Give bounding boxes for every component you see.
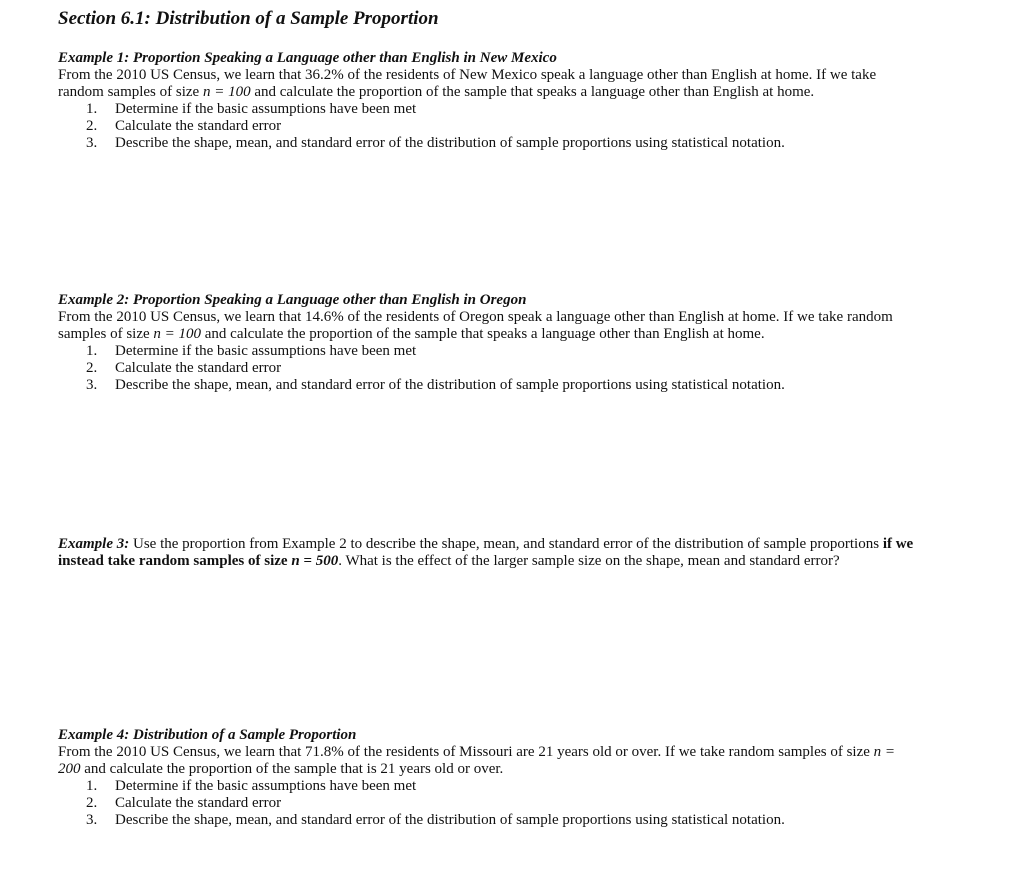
list-item-text: Describe the shape, mean, and standard error of the distribution of sample proportions using statistical notation. [115, 377, 785, 393]
example-1-body-a: From the 2010 US Census, we learn that 36.2% of the residents of New Mexico speak a language other than English at home. If we take random samples of size [58, 67, 877, 100]
list-item [58, 778, 918, 795]
example-2 [58, 292, 918, 394]
example-1-body-b: and calculate the proportion of the sample that speaks a language other than English at home. [250, 84, 815, 100]
list-item [58, 377, 918, 394]
example-2-task-list [58, 343, 918, 394]
list-item [58, 812, 918, 829]
example-3 [58, 536, 918, 570]
example-3-body [58, 536, 918, 570]
list-item-number: 3. [86, 812, 98, 828]
list-item-number: 1. [86, 101, 98, 117]
list-item-text: Calculate the standard error [115, 795, 282, 811]
example-2-body [58, 309, 918, 343]
list-item-number: 1. [86, 343, 98, 359]
list-item-text: Describe the shape, mean, and standard error of the distribution of sample proportions using statistical notation. [115, 812, 785, 828]
example-3-body-a: Use the proportion from Example 2 to describe the shape, mean, and standard error of the distribution of sample proportions [129, 536, 883, 552]
list-item [58, 795, 918, 812]
list-item-number: 2. [86, 118, 98, 134]
list-item-text: Describe the shape, mean, and standard error of the distribution of sample proportions using statistical notation. [115, 135, 785, 151]
example-2-body-a: From the 2010 US Census, we learn that 14.6% of the residents of Oregon speak a language other than English at home. If we take random samples of size [58, 309, 893, 342]
list-item-text: Determine if the basic assumptions have been met [115, 343, 417, 359]
example-3-body-b: . What is the effect of the larger sample size on the shape, mean and standard error? [338, 553, 840, 569]
example-1-title: Example 1: Proportion Speaking a Language other than English in New Mexico [58, 50, 557, 66]
list-item [58, 135, 918, 152]
list-item [58, 101, 918, 118]
example-3-label: Example 3: [58, 536, 130, 552]
list-item-number: 2. [86, 795, 98, 811]
list-item-text: Determine if the basic assumptions have been met [115, 778, 417, 794]
example-4-sample-size: n = 200 [58, 744, 896, 777]
example-1 [58, 50, 918, 152]
list-item-number: 3. [86, 377, 98, 393]
list-item-number: 2. [86, 360, 98, 376]
example-2-body-b: and calculate the proportion of the sample that speaks a language other than English at home. [201, 326, 765, 342]
example-4-body [58, 744, 918, 778]
example-3-bold-phrase: if we instead take random samples of size [58, 536, 914, 569]
example-4-body-a: From the 2010 US Census, we learn that 71.8% of the residents of Missouri are 21 years old or over. If we take random samples of size [58, 744, 874, 760]
list-item-number: 3. [86, 135, 98, 151]
list-item [58, 118, 918, 135]
example-4-body-b: and calculate the proportion of the sample that is 21 years old or over. [80, 761, 504, 777]
list-item-text: Determine if the basic assumptions have been met [115, 101, 417, 117]
example-4 [58, 727, 918, 829]
example-3-sample-size: n = 500 [291, 553, 339, 569]
list-item-text: Calculate the standard error [115, 360, 282, 376]
list-item-text: Calculate the standard error [115, 118, 282, 134]
example-2-title: Example 2: Proportion Speaking a Language other than English in Oregon [58, 292, 527, 308]
example-4-task-list [58, 778, 918, 829]
example-4-title: Example 4: Distribution of a Sample Proportion [58, 727, 357, 743]
list-item [58, 360, 918, 377]
list-item [58, 343, 918, 360]
example-1-body [58, 67, 918, 101]
list-item-number: 1. [86, 778, 98, 794]
example-1-task-list [58, 101, 918, 152]
section-title: Section 6.1: Distribution of a Sample Proportion [58, 8, 439, 29]
example-1-sample-size: n = 100 [202, 84, 251, 100]
example-2-sample-size: n = 100 [153, 326, 202, 342]
